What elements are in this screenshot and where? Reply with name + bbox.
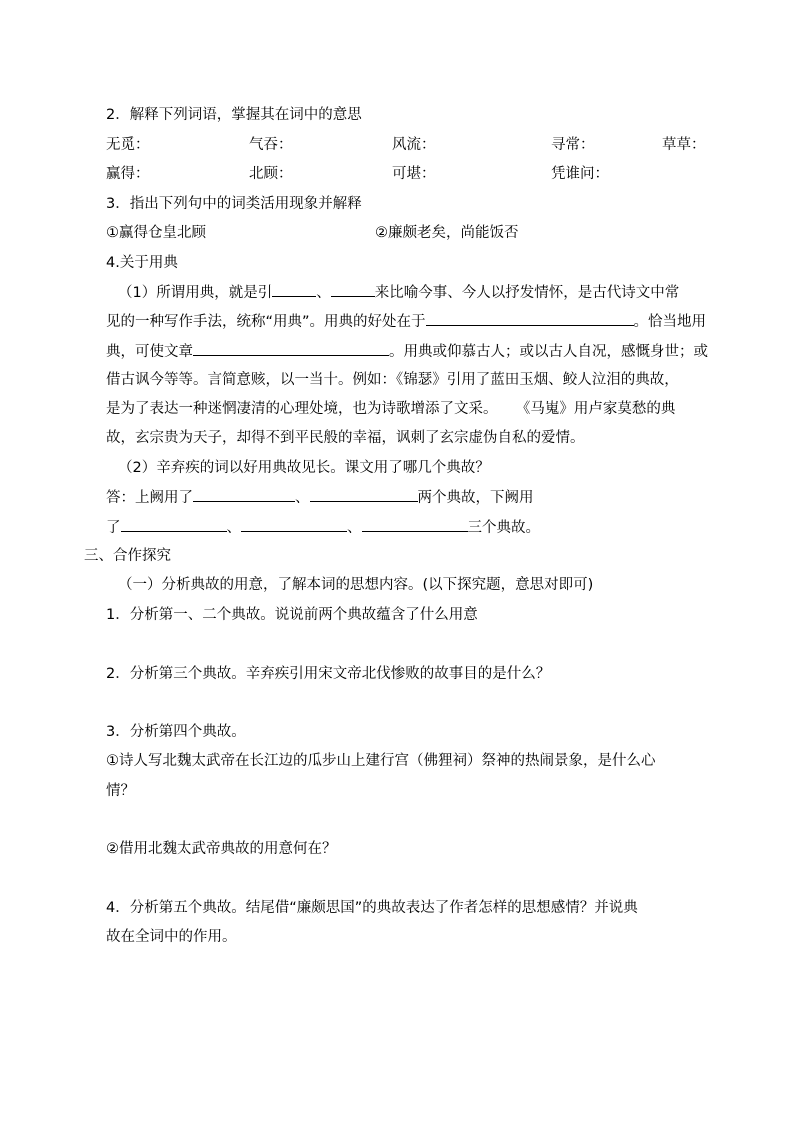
q4-para-line-6: 故，玄宗贵为天子，却得不到平民般的幸福，讽刺了玄宗虚伪自私的爱情。 [106, 430, 585, 446]
inquiry-item-3-a-line-2: 情？ [106, 783, 135, 799]
fill-blank[interactable] [310, 487, 418, 502]
term-qitun: 气吞： [249, 137, 293, 153]
section-3-sub-1: （一）分析典故的用意，了解本词的思想内容。(以下探究题，意思对即可) [118, 577, 594, 593]
q4-answer-line-2: 了 、 、 三个典故。 [106, 517, 540, 538]
inquiry-item-4-line-1: 4．分析第五个典故。结尾借“廉颇思国”的典故表达了作者怎样的思想感情？并说典 [106, 900, 638, 916]
q4-para-line-1: （1）所谓用典，就是引 、 来比喻今事、今人以抒发情怀，是古代诗文中常 [118, 282, 679, 303]
section-3-title: 三、合作探究 [84, 548, 171, 564]
q4-para-line-2: 见的一种写作手法，统称“用典”。用典的好处在于 。恰当地用 [106, 311, 706, 332]
fill-blank[interactable] [193, 341, 389, 356]
term-pingshuiwen: 凭谁问： [551, 166, 609, 182]
q4-para-line-4: 借古讽今等等。言简意赅，以一当十。例如：《锦瑟》引用了蓝田玉烟、鲛人泣泪的典故， [106, 372, 679, 388]
term-xunchang: 寻常： [551, 137, 595, 153]
inquiry-item-3: 3．分析第四个典故。 [106, 724, 246, 740]
fill-blank[interactable] [272, 282, 316, 297]
q4-answer-line-1: 答：上阙用了 、 两个典故，下阙用 [106, 487, 534, 508]
inquiry-item-3-b: ②借用北魏太武帝典故的用意何在？ [106, 841, 337, 857]
inquiry-item-3-a-line-1: ①诗人写北魏太武帝在长江边的瓜步山上建行宫（佛狸祠）祭神的热闹景象，是什么心 [106, 753, 656, 769]
inquiry-item-4-line-2: 故在全词中的作用。 [106, 929, 237, 945]
fill-blank[interactable] [193, 487, 295, 502]
fill-blank[interactable] [362, 517, 468, 532]
fill-blank[interactable] [426, 311, 634, 326]
q4-para-line-5: 是为了表达一种迷惘凄清的心理处境，也为诗歌增添了文采。 《马嵬》用卢家莫愁的典 [106, 401, 676, 417]
q4-sub-2: （2）辛弃疾的词以好用典故见长。课文用了哪几个典故？ [118, 460, 490, 476]
term-wumi: 无觅： [106, 137, 150, 153]
q3-title: 3．指出下列句中的词类活用现象并解释 [106, 196, 362, 212]
fill-blank[interactable] [241, 517, 347, 532]
q4-para-line-3: 典，可使文章 。用典或仰慕古人；或以古人自况，感慨身世；或 [106, 341, 708, 362]
q2-title: 2．解释下列词语，掌握其在词中的意思 [106, 107, 362, 123]
term-yingde: 赢得： [106, 166, 150, 182]
fill-blank[interactable] [331, 282, 375, 297]
q3-sentence-1: ①赢得仓皇北顾 [106, 225, 206, 241]
inquiry-item-1: 1．分析第一、二个典故。说说前两个典故蕴含了什么用意 [106, 607, 478, 623]
q4-title: 4.关于用典 [106, 255, 178, 271]
term-fengliu: 风流： [392, 137, 436, 153]
fill-blank[interactable] [121, 517, 227, 532]
q3-sentence-2: ②廉颇老矣，尚能饭否 [375, 225, 519, 241]
term-kekan: 可堪： [392, 166, 436, 182]
term-beigu: 北顾： [249, 166, 293, 182]
inquiry-item-2: 2．分析第三个典故。辛弃疾引用宋文帝北伐惨败的故事目的是什么？ [106, 666, 551, 682]
term-caocao: 草草： [662, 137, 706, 153]
